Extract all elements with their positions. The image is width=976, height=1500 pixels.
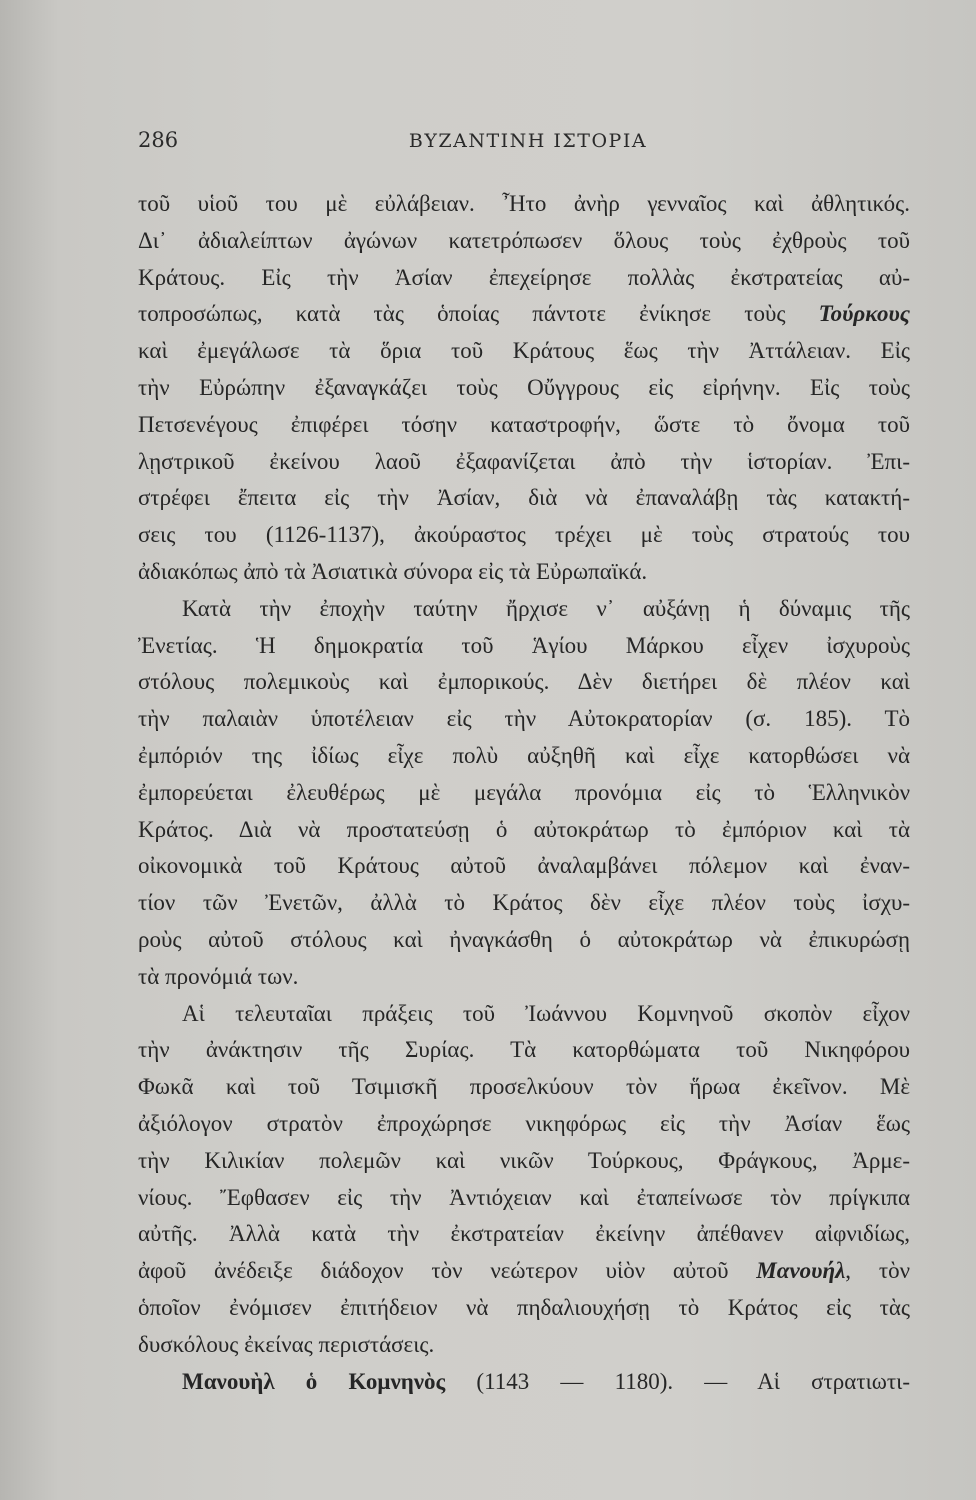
line-text: ἀξιόλογον στρατὸν ἐπροχώρησε νικηφόρως εἰς τὴν Ἀσίαν ἕως: [138, 1110, 910, 1136]
line-text: , τὸν: [845, 1258, 910, 1284]
text-line: [138, 959, 910, 996]
line-text: τὴν ἀνάκτησιν τῆς Συρίας. Τὰ κατορθώματα τοῦ Νικηφόρου: [138, 1037, 910, 1063]
line-text: ἐμπόριόν της ἰδίως εἶχε πολὺ αὐξηθῆ καὶ εἶχε κατορθώσει νὰ: [138, 742, 910, 768]
line-text: ἐμπορεύεται ἐλευθέρως μὲ μεγάλα προνόμια εἰς τὸ Ἑλληνικὸν: [138, 779, 910, 805]
page-header: [138, 128, 918, 164]
text-line: [138, 407, 910, 444]
line-text: ἀδιακόπως ἀπὸ τὰ Ἀσιατικὰ σύνορα εἰς τὰ Εὐρωπαϊκά.: [138, 558, 648, 584]
text-line: [138, 296, 910, 333]
text-line: [138, 1069, 910, 1106]
text-line: [138, 260, 910, 297]
line-text: Ἐνετίας. Ἡ δημοκρατία τοῦ Ἁγίου Μάρκου εἶχεν ἰσχυροὺς: [138, 632, 910, 658]
line-text: αὐτῆς. Ἀλλὰ κατὰ τὴν ἐκστρατείαν ἐκείνην ἀπέθανεν αἰφνιδίως,: [138, 1221, 910, 1247]
text-line: [138, 480, 910, 517]
line-text: Κράτος. Διὰ νὰ προστατεύσῃ ὁ αὐτοκράτωρ τὸ ἐμπόριον καὶ τὰ: [138, 816, 910, 842]
line-text: τὴν Εὐρώπην ἐξαναγκάζει τοὺς Οὔγγρους εἰς εἰρήνην. Εἰς τοὺς: [138, 374, 910, 400]
text-line: [138, 1216, 910, 1253]
text-line: [138, 1364, 910, 1401]
line-text: ὁποῖον ἐνόμισεν ἐπιτήδειον νὰ πηδαλιουχήσῃ τὸ Κράτος εἰς τὰς: [138, 1294, 910, 1320]
line-text: καὶ ἐμεγάλωσε τὰ ὅρια τοῦ Κράτους ἕως τὴν Ἀττάλειαν. Εἰς: [138, 338, 910, 364]
line-text: τὰ προνόμιά των.: [138, 963, 299, 989]
line-text: οἰκονομικὰ τοῦ Κράτους αὐτοῦ ἀναλαμβάνει πόλεμον καὶ ἐναν-: [138, 853, 910, 879]
text-line: [138, 333, 910, 370]
text-line: [138, 775, 910, 812]
running-title: ΒΥΖΑΝΤΙΝΗ ΙΣΤΟΡΙΑ: [408, 130, 648, 152]
text-line: [138, 701, 910, 738]
text-line: [138, 848, 910, 885]
line-text: λῃστρικοῦ ἐκείνου λαοῦ ἐξαφανίζεται ἀπὸ τὴν ἱστορίαν. Ἐπι-: [138, 448, 910, 474]
text-line: [138, 628, 910, 665]
emphasized-name: Τούρκους: [818, 301, 910, 327]
text-line: [138, 1180, 910, 1217]
line-text: σεις του (1126-1137), ἀκούραστος τρέχει μὲ τοὺς στρατούς του: [138, 522, 910, 548]
text-line: [138, 812, 910, 849]
text-line: [138, 554, 910, 591]
emphasized-name: Μανουήλ: [756, 1258, 846, 1284]
text-line: [138, 1253, 910, 1290]
text-line: [138, 517, 910, 554]
text-line: [138, 186, 910, 223]
body-text: [138, 186, 910, 1400]
page-number: 286: [138, 128, 179, 152]
line-text: τὴν παλαιὰν ὑποτέλειαν εἰς τὴν Αὐτοκρατορίαν (σ. 185). Τὸ: [138, 706, 910, 732]
text-line: [138, 1032, 910, 1069]
line-text: ἀφοῦ ἀνέδειξε διάδοχον τὸν νεώτερον υἱὸν αὐτοῦ: [138, 1258, 757, 1284]
line-text: Φωκᾶ καὶ τοῦ Τσιμισκῆ προσελκύουν τὸν ἥρωα ἐκεῖνον. Μὲ: [138, 1074, 910, 1100]
text-line: [138, 664, 910, 701]
margin-bleed-through: [0, 593, 108, 788]
line-text: στρέφει ἔπειτα εἰς τὴν Ἀσίαν, διὰ νὰ ἐπαναλάβῃ τὰς κατακτή-: [138, 485, 910, 511]
line-text: στόλους πολεμικοὺς καὶ ἐμπορικούς. Δὲν διετήρει δὲ πλέον καὶ: [138, 669, 910, 695]
line-text: ροὺς αὐτοῦ στόλους καὶ ἠναγκάσθη ὁ αὐτοκράτωρ νὰ ἐπικυρώσῃ: [138, 926, 910, 952]
line-text: Δι᾿ ἀδιαλείπτων ἀγώνων κατετρόπωσεν ὅλους τοὺς ἐχθροὺς τοῦ: [138, 227, 910, 253]
line-text: τίον τῶν Ἐνετῶν, ἀλλὰ τὸ Κράτος δὲν εἶχε πλέον τοὺς ἰσχυ-: [138, 890, 910, 916]
line-text: νίους. Ἔφθασεν εἰς τὴν Ἀντιόχειαν καὶ ἐταπείνωσε τὸν πρίγκιπα: [138, 1184, 910, 1210]
line-text: (1143 — 1180). — Αἱ στρατιωτι-: [445, 1368, 910, 1394]
line-text: τοπροσώπως, κατὰ τὰς ὁποίας πάντοτε ἐνίκησε τοὺς: [138, 301, 819, 327]
line-text: Πετσενέγους ἐπιφέρει τόσην καταστροφήν, ὥστε τὸ ὄνομα τοῦ: [138, 411, 910, 437]
section-title: Μανουὴλ ὁ Κομνηνὸς: [182, 1368, 446, 1394]
text-line: [138, 885, 910, 922]
line-text: Αἱ τελευταῖαι πράξεις τοῦ Ἰωάννου Κομνηνοῦ σκοπὸν εἶχον: [182, 1000, 910, 1026]
line-text: δυσκόλους ἐκείνας περιστάσεις.: [138, 1331, 435, 1357]
text-line: [138, 1327, 910, 1364]
text-line: [138, 223, 910, 260]
line-text: Κατὰ τὴν ἐποχὴν ταύτην ἤρχισε ν᾿ αὐξάνῃ ἡ δύναμις τῆς: [182, 595, 910, 621]
text-line: [138, 1143, 910, 1180]
text-line: [138, 444, 910, 481]
text-line: [138, 370, 910, 407]
line-text: Κράτους. Εἰς τὴν Ἀσίαν ἐπεχείρησε πολλὰς ἐκστρατείας αὐ-: [138, 264, 910, 290]
line-text: τοῦ υἱοῦ του μὲ εὐλάβειαν. Ἦτο ἀνὴρ γενναῖος καὶ ἀθλητικός.: [138, 191, 910, 216]
text-line: [138, 996, 910, 1033]
text-line: [138, 591, 910, 628]
text-line: [138, 922, 910, 959]
text-line: [138, 1290, 910, 1327]
text-line: [138, 1106, 910, 1143]
line-text: τὴν Κιλικίαν πολεμῶν καὶ νικῶν Τούρκους, Φράγκους, Ἀρμε-: [138, 1147, 910, 1173]
text-line: [138, 738, 910, 775]
